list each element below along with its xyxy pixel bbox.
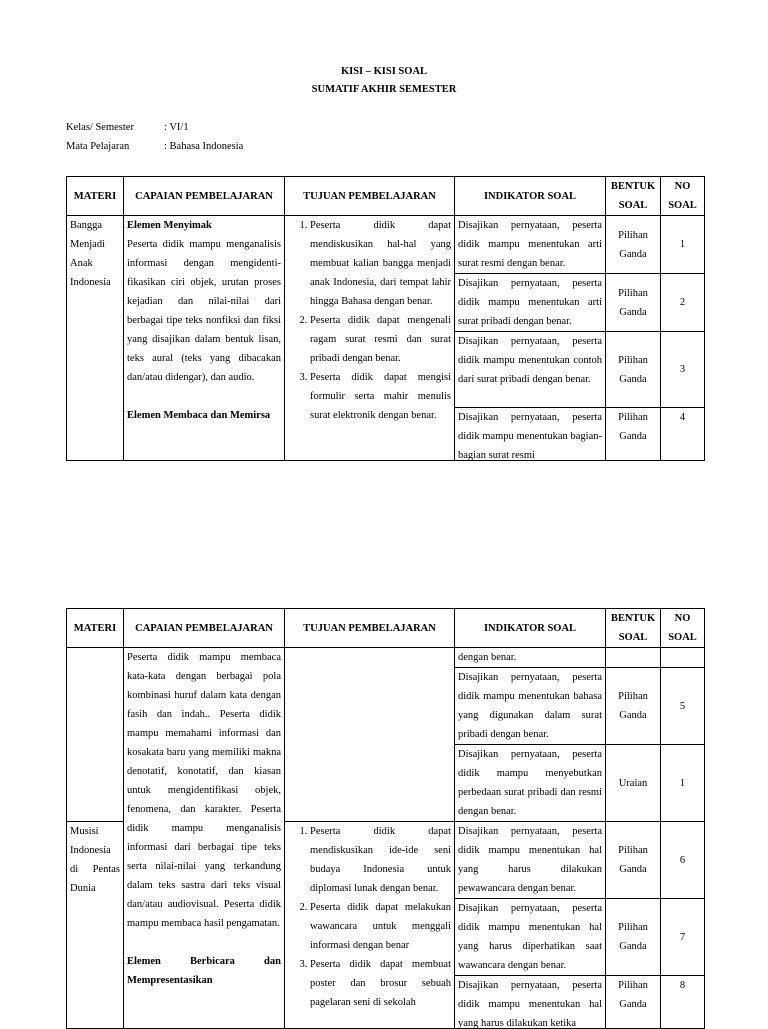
cp-text: Peserta didik mampu menganalisis informasi dengan mengidenti-fikasikan ciri objek, urutan proses kejadian dan nilai-nilai dari berbagai tipe teks nonfiksi dan fiksi yang disajikan dalam bentuk lisan, teks aural (teks yang dibacakan dan/atau didengar), dan audio. bbox=[127, 239, 281, 383]
header-indikator: INDIKATOR SOAL bbox=[455, 177, 606, 216]
tujuan-cell bbox=[285, 216, 455, 461]
indikator-cell: Disajikan pernyataan, peserta didik mampu menentukan hal yang harus dilakukan pewawancara dengan benar. bbox=[455, 822, 606, 899]
no-cell: 1 bbox=[661, 216, 705, 274]
header-no: NO SOAL bbox=[661, 177, 705, 216]
indikator-cell: Disajikan pernyataan, peserta didik mampu menentukan hal yang harus diperhatikan saat wawancara dengan benar. bbox=[455, 899, 606, 976]
header-capaian: CAPAIAN PEMBELAJARAN bbox=[124, 609, 285, 648]
no-cell bbox=[661, 648, 705, 668]
bentuk-cell: Pilihan Ganda bbox=[606, 332, 661, 408]
capaian-cell bbox=[124, 216, 285, 461]
kisi-table-1 bbox=[66, 176, 705, 461]
tp-item: 2. Peserta didik dapat melakukan wawancara untuk menggali informasi dengan benar bbox=[310, 898, 451, 955]
kelas-label: Kelas/ Semester bbox=[66, 122, 134, 133]
no-cell: 8 bbox=[661, 976, 705, 1029]
mapel-label: Mata Pelajaran bbox=[66, 141, 130, 152]
header-bentuk: BENTUK SOAL bbox=[606, 177, 661, 216]
header-materi: MATERI bbox=[67, 609, 124, 648]
materi-cell: Bangga Menjadi Anak Indonesia bbox=[67, 216, 124, 461]
tp-item: 1. Peserta didik dapat mendiskusikan ide-ide seni budaya Indonesia untuk diplomasi lunak dengan benar. bbox=[310, 822, 451, 898]
header-tujuan: TUJUAN PEMBELAJARAN bbox=[285, 177, 455, 216]
bentuk-cell bbox=[606, 648, 661, 668]
no-cell: 1 bbox=[661, 745, 705, 822]
indikator-cell: Disajikan pernyataan, peserta didik mampu menyebutkan perbedaan surat pribadi dan resmi dengan benar. bbox=[455, 745, 606, 822]
no-cell: 6 bbox=[661, 822, 705, 899]
header-tujuan: TUJUAN PEMBELAJARAN bbox=[285, 609, 455, 648]
indikator-cell: Disajikan pernyataan, peserta didik mampu menentukan bagian-bagian surat resmi bbox=[455, 408, 606, 461]
mapel-value: : Bahasa Indonesia bbox=[164, 141, 244, 152]
header-materi: MATERI bbox=[67, 177, 124, 216]
tujuan-cell-empty bbox=[285, 648, 455, 822]
materi-cell-empty bbox=[67, 648, 124, 822]
table-row bbox=[67, 216, 705, 274]
bentuk-cell: Uraian bbox=[606, 745, 661, 822]
no-cell: 4 bbox=[661, 408, 705, 461]
document-title: KISI – KISI SOAL bbox=[340, 66, 428, 77]
tp-item: 3. Peserta didik dapat mengisi formulir serta mahir menulis surat elektronik dengan benar. bbox=[310, 368, 451, 425]
no-cell: 5 bbox=[661, 668, 705, 745]
header-capaian: CAPAIAN PEMBELAJARAN bbox=[124, 177, 285, 216]
table-row bbox=[67, 648, 705, 668]
table-header-row bbox=[67, 609, 705, 648]
cp-heading: Elemen Berbicara dan Mempresentasikan bbox=[127, 956, 281, 986]
bentuk-cell: Pilihan Ganda bbox=[606, 822, 661, 899]
tujuan-cell bbox=[285, 822, 455, 1029]
indikator-cell: Disajikan pernyataan, peserta didik mampu menentukan arti surat resmi dengan benar. bbox=[455, 216, 606, 274]
no-cell: 7 bbox=[661, 899, 705, 976]
document-subtitle: SUMATIF AKHIR SEMESTER bbox=[311, 84, 457, 95]
bentuk-cell: Pilihan Ganda bbox=[606, 408, 661, 461]
bentuk-cell: Pilihan Ganda bbox=[606, 216, 661, 274]
header-no: NO SOAL bbox=[661, 609, 705, 648]
cp-heading-2: Elemen Membaca dan Memirsa bbox=[127, 410, 271, 421]
no-cell: 2 bbox=[661, 274, 705, 332]
tp-item: 3. Peserta didik dapat membuat poster dan brosur sebuah pagelaran seni di sekolah bbox=[310, 955, 451, 1012]
indikator-cell: Disajikan pernyataan, peserta didik mampu menentukan hal yang harus dilakukan ketika bbox=[455, 976, 606, 1029]
table-header-row bbox=[67, 177, 705, 216]
bentuk-cell: Pilihan Ganda bbox=[606, 976, 661, 1029]
bentuk-cell: Pilihan Ganda bbox=[606, 274, 661, 332]
kelas-value: : VI/1 bbox=[164, 122, 189, 133]
materi-cell: Musisi Indonesia di Pentas Dunia bbox=[67, 822, 124, 1029]
bentuk-cell: Pilihan Ganda bbox=[606, 899, 661, 976]
bentuk-cell: Pilihan Ganda bbox=[606, 668, 661, 745]
indikator-cell: dengan benar. bbox=[455, 648, 606, 668]
header-indikator: INDIKATOR SOAL bbox=[455, 609, 606, 648]
indikator-cell: Disajikan pernyataan, peserta didik mampu menentukan arti surat pribadi dengan benar. bbox=[455, 274, 606, 332]
cp-heading: Elemen Menyimak bbox=[127, 220, 212, 231]
indikator-cell: Disajikan pernyataan, peserta didik mampu menentukan contoh dari surat pribadi dengan benar. bbox=[455, 332, 606, 408]
no-cell: 3 bbox=[661, 332, 705, 408]
capaian-cell bbox=[124, 648, 285, 1029]
indikator-cell: Disajikan pernyataan, peserta didik mampu menentukan bahasa yang digunakan dalam surat pribadi dengan benar. bbox=[455, 668, 606, 745]
tp-item: 2. Peserta didik dapat mengenali ragam surat resmi dan surat pribadi dengan benar. bbox=[310, 311, 451, 368]
kisi-table-2 bbox=[66, 608, 705, 1029]
tp-item: 1. Peserta didik dapat mendiskusikan hal-hal yang membuat kalian bangga menjadi anak Indonesia, dari tempat lahir hingga Bahasa dengan benar. bbox=[310, 216, 451, 311]
header-bentuk: BENTUK SOAL bbox=[606, 609, 661, 648]
cp-text: Peserta didik mampu membaca kata-kata dengan berbagai pola kombinasi huruf dalam kata dengan fasih dan indah.. Peserta didik mampu memahami informasi dan kosakata baru yang memiliki makna denotatif, konotatif, dan kiasan untuk mengidentifikasi objek, fenomena, dan karakter. Peserta didik mampu menganalisis informasi dari berbagai tipe teks serta nilai-nilai yang terkandung dalam teks sastra dari teks visual dan/atau audiovisual. Peserta didik mampu membaca hasil pengamatan. bbox=[127, 652, 281, 929]
